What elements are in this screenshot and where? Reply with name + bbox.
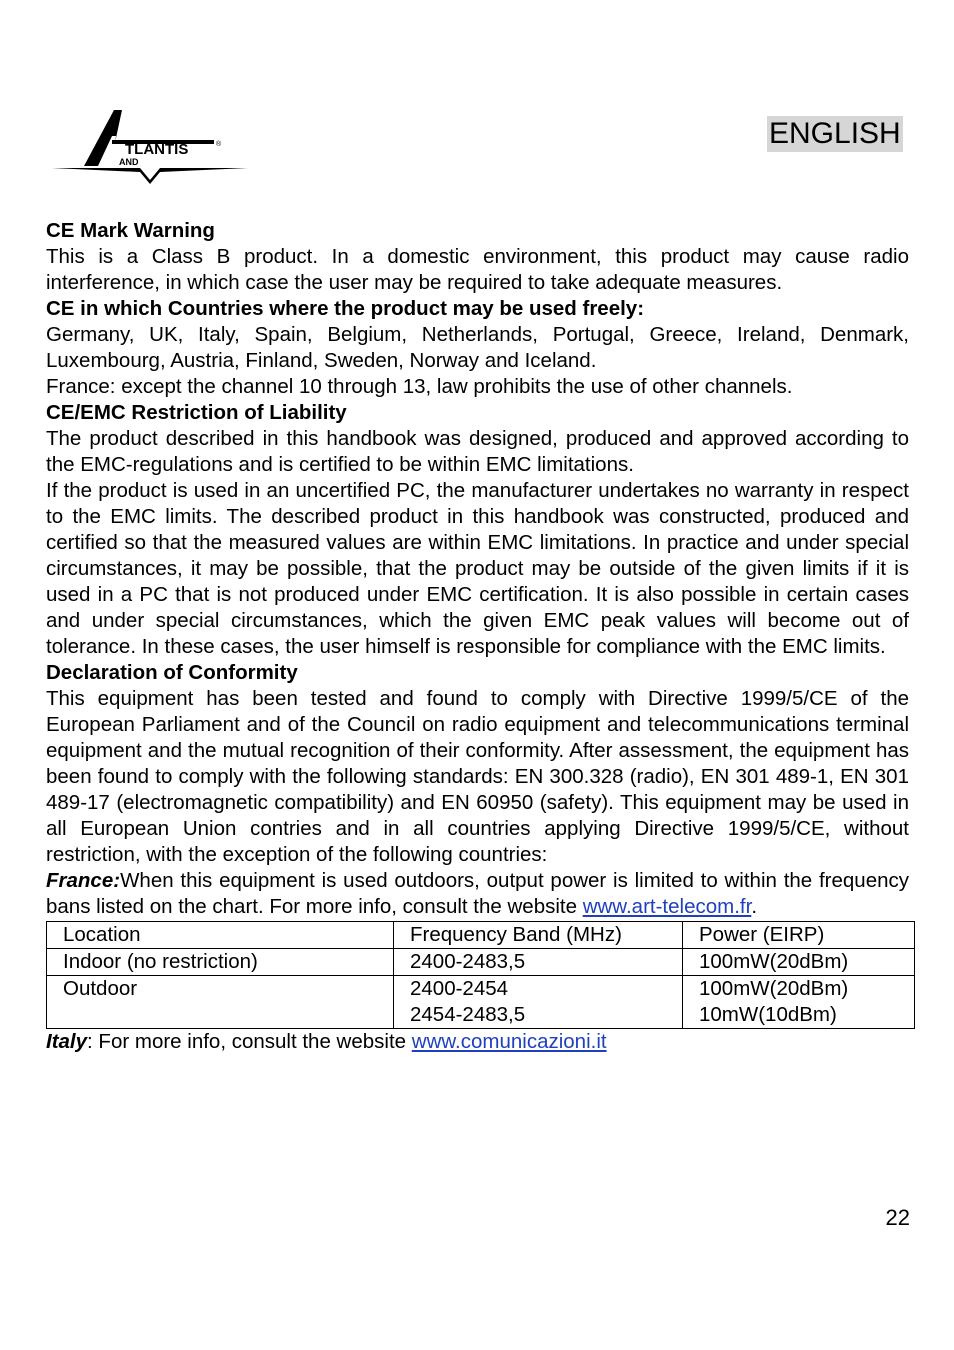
- france-channel-note: France: except the channel 10 through 13, law prohibits the use of other channels.: [46, 375, 793, 398]
- italy-text: : For more info, consult the website: [87, 1030, 412, 1053]
- band-line: 2400-2454: [410, 977, 509, 1000]
- cell-location: Outdoor: [47, 976, 394, 1029]
- france-end: .: [751, 895, 758, 918]
- atlantis-logo: [50, 106, 250, 198]
- france-label: France:: [46, 869, 121, 892]
- power-line: 100mW(20dBm): [699, 977, 849, 1000]
- frequency-table: [46, 921, 915, 1029]
- table-row: [47, 949, 915, 976]
- italy-paragraph: [46, 1029, 909, 1055]
- page-number: 22: [885, 1205, 910, 1230]
- ce-countries-list: Germany, UK, Italy, Spain, Belgium, Netherlands, Portugal, Greece, Ireland, Denmark, Luxembourg, Austria, Finland, Sweden, Norway and Iceland.: [46, 323, 909, 372]
- header-location: Location: [47, 922, 394, 949]
- conformity-text: This equipment has been tested and found to comply with Directive 1999/5/CE of the European Parliament and of the Council on radio equipment and telecommunications terminal equipment and the mutual recognition of their conformity. After assessment, the equipment has been found to comply with the following standards: EN 300.328 (radio), EN 301 489-1, EN 301 489-17 (electromagnetic compatibility) and EN 60950 (safety). This equipment may be used in all European Union contries and in all countries applying Directive 1999/5/CE, without restriction, with the exception of the following countries:: [46, 687, 909, 866]
- header-power: Power (EIRP): [683, 922, 915, 949]
- ce-warning-text: This is a Class B product. In a domestic environment, this product may cause radio interference, in which case the user may be required to take adequate measures.: [46, 245, 909, 294]
- table-row: [47, 976, 915, 1029]
- ce-warning-title: CE Mark Warning: [46, 219, 215, 242]
- france-paragraph: [46, 868, 909, 920]
- cell-power: 100mW(20dBm): [683, 949, 915, 976]
- language-label: ENGLISH: [769, 117, 901, 150]
- conformity-title: Declaration of Conformity: [46, 661, 298, 684]
- band-line: 2454-2483,5: [410, 1003, 526, 1026]
- emc-title: CE/EMC Restriction of Liability: [46, 401, 347, 424]
- art-telecom-link[interactable]: www.art-telecom.fr: [582, 895, 752, 918]
- table-header-row: [47, 922, 915, 949]
- header-frequency: Frequency Band (MHz): [394, 922, 683, 949]
- france-text: When this equipment is used outdoors, output power is limited to within the frequency bans listed on the chart. For more info, consult the website: [46, 869, 909, 918]
- ce-countries-title: CE in which Countries where the product may be used freely:: [46, 297, 645, 320]
- comunicazioni-link[interactable]: www.comunicazioni.it: [411, 1030, 607, 1053]
- cell-location: Indoor (no restriction): [47, 949, 394, 976]
- cell-frequency: 2400-2483,5: [394, 949, 683, 976]
- italy-label: Italy: [46, 1030, 88, 1053]
- cell-frequency: [394, 976, 683, 1029]
- document-body: [46, 218, 909, 1055]
- emc-paragraph-2: If the product is used in an uncertified PC, the manufacturer undertakes no warranty in respect to the EMC limits. The described product in this handbook was constructed, produced and certified so that the measured values are within EMC limitations. In practice and under special circumstances, it may be possible, that the product may be outside of the given limits if it is used in a PC that is not produced under EMC certification. It is also possible in certain cases and under special circumstances, which the given EMC peak values will become out of tolerance. In these cases, the user himself is responsible for compliance with the EMC limits.: [46, 479, 909, 658]
- svg-text:AND: AND: [119, 157, 139, 167]
- svg-text:TLANTIS: TLANTIS: [125, 141, 189, 158]
- cell-power: [683, 976, 915, 1029]
- svg-text:®: ®: [216, 141, 222, 148]
- power-line: 10mW(10dBm): [699, 1003, 837, 1026]
- emc-paragraph-1: The product described in this handbook was designed, produced and approved according to the EMC-regulations and is certified to be within EMC limitations.: [46, 427, 909, 476]
